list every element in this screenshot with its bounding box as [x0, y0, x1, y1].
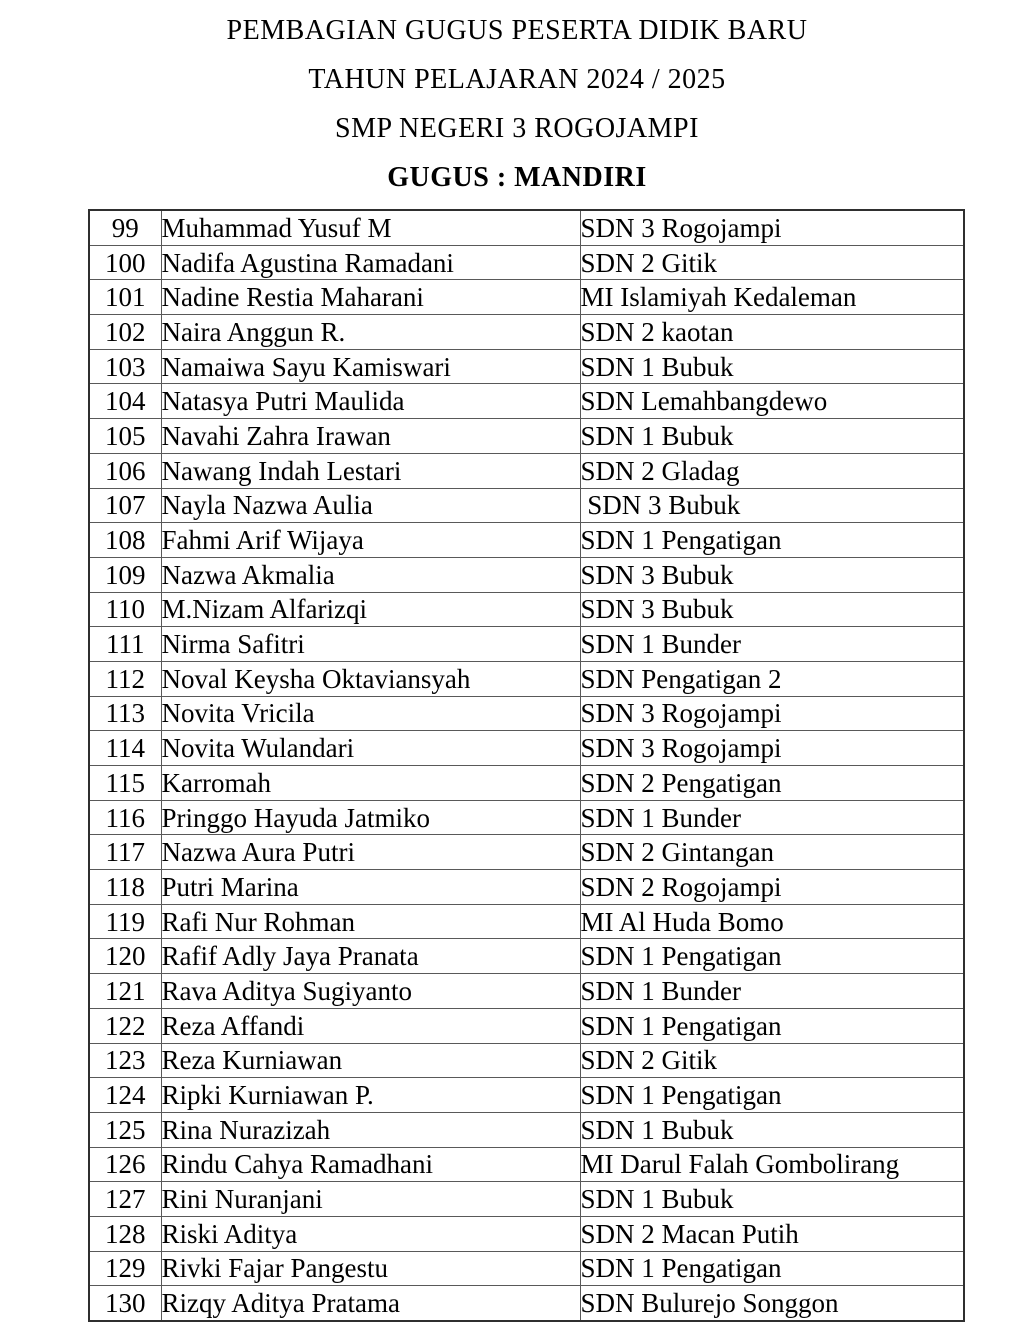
- school-name-cell: SDN 2 Gitik: [580, 245, 964, 280]
- student-name-cell: Riski Aditya: [161, 1216, 580, 1251]
- row-number-cell: 125: [89, 1112, 161, 1147]
- table-row: [89, 904, 964, 939]
- table-row: [89, 453, 964, 488]
- student-name-cell: M.Nizam Alfarizqi: [161, 592, 580, 627]
- title-line-2: TAHUN PELAJARAN 2024 / 2025: [308, 64, 726, 95]
- row-number-cell: 102: [89, 315, 161, 350]
- school-name-cell: SDN 3 Rogojampi: [580, 210, 964, 245]
- student-table: [88, 209, 965, 1322]
- school-name-cell: SDN 2 Rogojampi: [580, 870, 964, 905]
- row-number-cell: 128: [89, 1216, 161, 1251]
- student-name-cell: Nadine Restia Maharani: [161, 280, 580, 315]
- school-name-cell: SDN 1 Bunder: [580, 974, 964, 1009]
- school-name-cell: SDN 2 Macan Putih: [580, 1216, 964, 1251]
- student-name-cell: Rina Nurazizah: [161, 1112, 580, 1147]
- row-number-cell: 106: [89, 453, 161, 488]
- table-row: [89, 419, 964, 454]
- table-row: [89, 523, 964, 558]
- table-row: [89, 766, 964, 801]
- student-name-cell: Rafi Nur Rohman: [161, 904, 580, 939]
- row-number-cell: 123: [89, 1043, 161, 1078]
- school-name-cell: SDN 1 Bubuk: [580, 1112, 964, 1147]
- school-name-cell: SDN 1 Pengatigan: [580, 1078, 964, 1113]
- table-row: [89, 280, 964, 315]
- student-name-cell: Muhammad Yusuf M: [161, 210, 580, 245]
- row-number-cell: 116: [89, 800, 161, 835]
- student-name-cell: Pringgo Hayuda Jatmiko: [161, 800, 580, 835]
- table-row: [89, 315, 964, 350]
- row-number-cell: 99: [89, 210, 161, 245]
- table-row: [89, 1286, 964, 1321]
- table-row: [89, 210, 964, 245]
- school-name-cell: SDN 3 Bubuk: [580, 592, 964, 627]
- row-number-cell: 108: [89, 523, 161, 558]
- school-name-cell: SDN 1 Pengatigan: [580, 1008, 964, 1043]
- student-name-cell: Nadifa Agustina Ramadani: [161, 245, 580, 280]
- table-row: [89, 661, 964, 696]
- student-name-cell: Putri Marina: [161, 870, 580, 905]
- school-name-cell: SDN 1 Bubuk: [580, 349, 964, 384]
- row-number-cell: 115: [89, 766, 161, 801]
- row-number-cell: 110: [89, 592, 161, 627]
- row-number-cell: 122: [89, 1008, 161, 1043]
- group-title: GUGUS : MANDIRI: [387, 162, 647, 193]
- table-row: [89, 1043, 964, 1078]
- row-number-cell: 107: [89, 488, 161, 523]
- school-name-cell: SDN 3 Bubuk: [580, 557, 964, 592]
- table-row: [89, 1251, 964, 1286]
- row-number-cell: 127: [89, 1182, 161, 1217]
- row-number-cell: 101: [89, 280, 161, 315]
- student-name-cell: Noval Keysha Oktaviansyah: [161, 661, 580, 696]
- school-name-cell: SDN 1 Bunder: [580, 627, 964, 662]
- school-name-cell: SDN 1 Bubuk: [580, 419, 964, 454]
- row-number-cell: 109: [89, 557, 161, 592]
- student-name-cell: Fahmi Arif Wijaya: [161, 523, 580, 558]
- row-number-cell: 117: [89, 835, 161, 870]
- student-name-cell: Novita Vricila: [161, 696, 580, 731]
- table-row: [89, 1112, 964, 1147]
- student-name-cell: Rindu Cahya Ramadhani: [161, 1147, 580, 1182]
- school-name-cell: SDN 2 Pengatigan: [580, 766, 964, 801]
- school-name-cell: SDN 2 kaotan: [580, 315, 964, 350]
- table-row: [89, 1216, 964, 1251]
- student-name-cell: Namaiwa Sayu Kamiswari: [161, 349, 580, 384]
- school-name-cell: MI Islamiyah Kedaleman: [580, 280, 964, 315]
- row-number-cell: 113: [89, 696, 161, 731]
- table-row: [89, 939, 964, 974]
- student-name-cell: Karromah: [161, 766, 580, 801]
- table-row: [89, 349, 964, 384]
- student-name-cell: Novita Wulandari: [161, 731, 580, 766]
- row-number-cell: 119: [89, 904, 161, 939]
- school-name-cell: MI Al Huda Bomo: [580, 904, 964, 939]
- table-row: [89, 1078, 964, 1113]
- school-name-cell: SDN 1 Bunder: [580, 800, 964, 835]
- school-name-cell: SDN Bulurejo Songgon: [580, 1286, 964, 1321]
- table-row: [89, 731, 964, 766]
- row-number-cell: 118: [89, 870, 161, 905]
- student-name-cell: Naira Anggun R.: [161, 315, 580, 350]
- row-number-cell: 130: [89, 1286, 161, 1321]
- student-name-cell: Rizqy Aditya Pratama: [161, 1286, 580, 1321]
- row-number-cell: 111: [89, 627, 161, 662]
- table-row: [89, 870, 964, 905]
- student-table-body: [89, 210, 964, 1321]
- table-row: [89, 1147, 964, 1182]
- student-name-cell: Ripki Kurniawan P.: [161, 1078, 580, 1113]
- student-name-cell: Reza Affandi: [161, 1008, 580, 1043]
- document-header: [0, 0, 1034, 193]
- student-name-cell: Nawang Indah Lestari: [161, 453, 580, 488]
- student-name-cell: Rivki Fajar Pangestu: [161, 1251, 580, 1286]
- student-name-cell: Rava Aditya Sugiyanto: [161, 974, 580, 1009]
- row-number-cell: 100: [89, 245, 161, 280]
- school-name-cell: SDN 2 Gitik: [580, 1043, 964, 1078]
- row-number-cell: 105: [89, 419, 161, 454]
- school-name-cell: SDN Lemahbangdewo: [580, 384, 964, 419]
- row-number-cell: 114: [89, 731, 161, 766]
- table-row: [89, 1182, 964, 1217]
- student-name-cell: Rini Nuranjani: [161, 1182, 580, 1217]
- title-line-3: SMP NEGERI 3 ROGOJAMPI: [335, 113, 699, 144]
- school-name-cell: SDN 1 Bubuk: [580, 1182, 964, 1217]
- table-row: [89, 557, 964, 592]
- student-name-cell: Nayla Nazwa Aulia: [161, 488, 580, 523]
- table-row: [89, 835, 964, 870]
- row-number-cell: 121: [89, 974, 161, 1009]
- school-name-cell: SDN 2 Gintangan: [580, 835, 964, 870]
- school-name-cell: SDN 3 Rogojampi: [580, 696, 964, 731]
- table-row: [89, 592, 964, 627]
- table-row: [89, 488, 964, 523]
- table-row: [89, 384, 964, 419]
- table-row: [89, 245, 964, 280]
- school-name-cell: SDN 3 Rogojampi: [580, 731, 964, 766]
- row-number-cell: 124: [89, 1078, 161, 1113]
- student-name-cell: Reza Kurniawan: [161, 1043, 580, 1078]
- row-number-cell: 112: [89, 661, 161, 696]
- school-name-cell: SDN 1 Pengatigan: [580, 939, 964, 974]
- student-name-cell: Nazwa Aura Putri: [161, 835, 580, 870]
- school-name-cell: SDN Pengatigan 2: [580, 661, 964, 696]
- row-number-cell: 126: [89, 1147, 161, 1182]
- school-name-cell: SDN 1 Pengatigan: [580, 1251, 964, 1286]
- student-name-cell: Nirma Safitri: [161, 627, 580, 662]
- school-name-cell: MI Darul Falah Gombolirang: [580, 1147, 964, 1182]
- row-number-cell: 129: [89, 1251, 161, 1286]
- table-row: [89, 1008, 964, 1043]
- row-number-cell: 103: [89, 349, 161, 384]
- school-name-cell: SDN 1 Pengatigan: [580, 523, 964, 558]
- school-name-cell: SDN 3 Bubuk: [580, 488, 964, 523]
- student-name-cell: Natasya Putri Maulida: [161, 384, 580, 419]
- table-row: [89, 696, 964, 731]
- table-row: [89, 800, 964, 835]
- student-name-cell: Navahi Zahra Irawan: [161, 419, 580, 454]
- table-row: [89, 627, 964, 662]
- student-name-cell: Rafif Adly Jaya Pranata: [161, 939, 580, 974]
- school-name-cell: SDN 2 Gladag: [580, 453, 964, 488]
- table-row: [89, 974, 964, 1009]
- row-number-cell: 104: [89, 384, 161, 419]
- title-line-1: PEMBAGIAN GUGUS PESERTA DIDIK BARU: [226, 15, 808, 46]
- student-name-cell: Nazwa Akmalia: [161, 557, 580, 592]
- row-number-cell: 120: [89, 939, 161, 974]
